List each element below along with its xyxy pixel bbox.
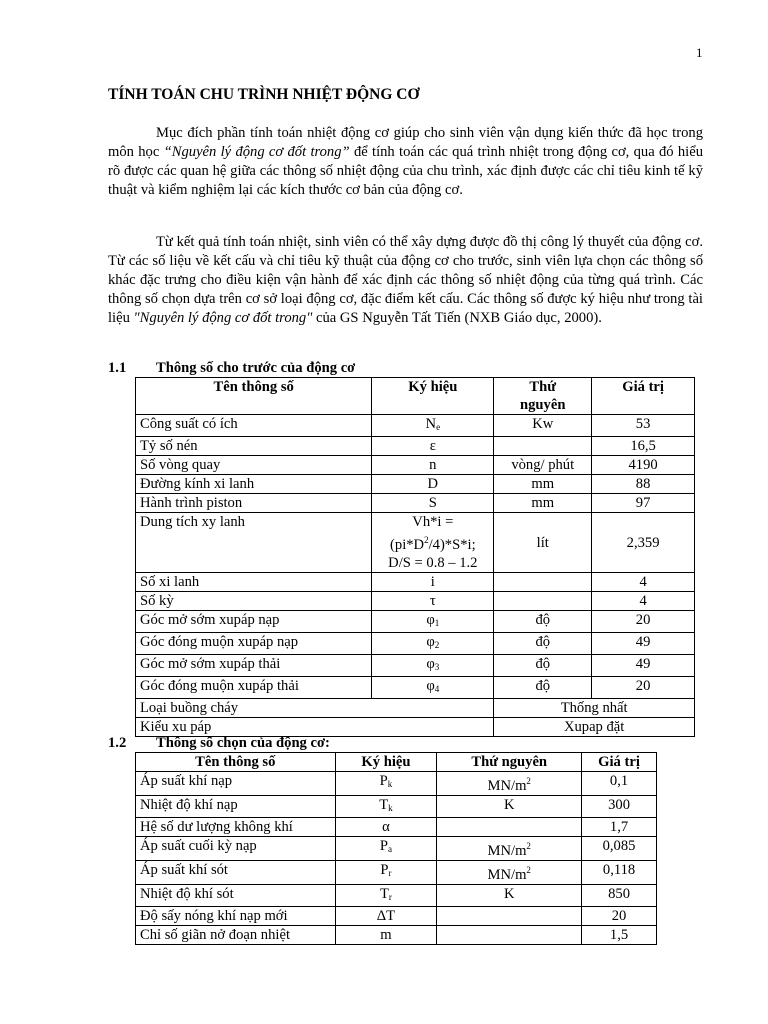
param-unit [494,437,592,456]
param-unit [494,611,592,633]
section-heading-given-params [108,360,355,377]
param-name: Dung tích xy lanh [136,513,372,573]
param-value: 0,085 [582,837,657,861]
symbol-text: P [379,838,388,854]
table-row [136,437,695,456]
param-name: Tỷ số nén [136,437,372,456]
unit-text: Kw [532,416,554,432]
table-row [136,907,657,926]
unit-superscript: 2 [526,776,531,786]
symbol-text: i [430,574,435,590]
unit-superscript: 2 [526,841,531,851]
param-value: 97 [592,494,695,513]
header-unit [494,378,592,415]
param-unit [494,677,592,699]
table-row [136,513,695,573]
symbol-text: ε [429,438,436,454]
table-row [136,475,695,494]
param-unit [437,818,582,837]
header-unit-text: Thứ nguyên [520,379,566,413]
unit-text: độ [535,678,551,694]
symbol-text: φ [426,656,435,672]
param-symbol [335,772,437,796]
param-symbol [372,494,494,513]
table-row [136,818,657,837]
symbol-subscript: 1 [434,618,440,628]
param-symbol [372,677,494,699]
table-row [136,633,695,655]
table-row [136,718,695,737]
unit-text: MN/m [487,778,527,794]
table-row [136,837,657,861]
param-value: 4 [592,573,695,592]
param-value: Xupap đặt [494,718,695,737]
symbol-text: T [379,886,389,902]
param-value: 4 [592,592,695,611]
header-symbol: Ký hiệu [335,753,437,772]
table-row [136,699,695,718]
param-value: Thống nhất [494,699,695,718]
given-params-table [135,377,695,737]
param-name: Góc mở sớm xupáp thải [136,655,372,677]
unit-text: K [503,797,515,813]
unit-text: độ [535,612,551,628]
symbol-text: m [380,927,392,943]
param-value: 88 [592,475,695,494]
param-symbol [372,655,494,677]
param-value: 850 [582,885,657,907]
param-name: Nhiệt độ khí sót [136,885,336,907]
symbol-text: T [379,797,389,813]
symbol-text: N [425,416,437,432]
method-paragraph [108,233,703,328]
table-row [136,494,695,513]
param-unit [437,796,582,818]
param-value: 20 [592,677,695,699]
param-unit [437,926,582,945]
param-symbol [335,837,437,861]
symbol-subscript: 3 [434,662,440,672]
param-symbol [335,796,437,818]
page-number: 1 [696,45,703,60]
table-row [136,611,695,633]
param-value: 49 [592,655,695,677]
param-symbol [372,456,494,475]
formula-part: (pi*D [390,537,425,553]
param-value: 2,359 [592,513,695,573]
param-unit [437,772,582,796]
unit-text: vòng/ phút [511,457,575,473]
param-name: Số vòng quay [136,456,372,475]
symbol-subscript: k [388,803,393,813]
table-row [136,573,695,592]
param-value: 4190 [592,456,695,475]
symbol-subscript: r [388,892,392,902]
symbol-text: φ [426,678,435,694]
param-symbol [372,415,494,437]
table-header-row [136,378,695,415]
symbol-text: φ [426,634,435,650]
param-symbol [335,885,437,907]
param-name: Góc mở sớm xupáp nạp [136,611,372,633]
param-unit [437,861,582,885]
paragraph-text: của GS Nguyễn Tất Tiến (NXB Giáo dục, 2000). [312,310,602,326]
unit-text: MN/m [487,843,527,859]
unit-text: MN/m [487,867,527,883]
header-value: Giá trị [592,378,695,415]
symbol-subscript: a [388,844,392,854]
book-title-italic: "Nguyên lý động cơ đốt trong" [133,310,313,326]
symbol-subscript: k [387,779,393,789]
param-unit [437,885,582,907]
unit-text: độ [535,656,551,672]
table-row [136,926,657,945]
table-row [136,885,657,907]
header-name: Tên thông số [136,753,336,772]
param-unit [494,655,592,677]
symbol-text: P [380,862,389,878]
section-title: Thông số cho trước của động cơ [156,360,356,376]
document-title: TÍNH TOÁN CHU TRÌNH NHIỆT ĐỘNG CƠ [108,86,420,103]
symbol-text: ΔT [376,908,396,924]
table-row [136,772,657,796]
symbol-text: D [427,476,439,492]
param-symbol [335,926,437,945]
param-name: Số kỳ [136,592,372,611]
param-name: Đường kính xi lanh [136,475,372,494]
section-title: Thông số chọn của động cơ: [156,735,330,751]
paragraph-text: Mục đích phần tính toán nhiệt động cơ giúp cho sinh viên vận dụng kiến thức đã học trong môn học [108,125,703,160]
param-name: Hành trình piston [136,494,372,513]
param-value: 300 [582,796,657,818]
unit-text: K [503,886,515,902]
unit-text: mm [531,476,555,492]
param-unit [494,494,592,513]
param-symbol [372,592,494,611]
param-unit [494,456,592,475]
param-name: Góc đóng muộn xupáp nạp [136,633,372,655]
symbol-subscript: e [436,422,441,432]
paragraph-text: Từ kết quả tính toán nhiệt, sinh viên có thể xây dựng được đồ thị công lý thuyết của động cơ. Từ các số liệu về kết cấu và chỉ tiêu kỹ thuật của động cơ cho trước, sinh viên lựa chọn các thông số khác đặc trưng cho điều kiện vận hành để xác định các thông số nhiệt động của từng quá trình. Các thông số chọn dựa trên cơ sở loại động cơ, đặc điểm kết cấu. Các thông số được ký hiệu như trong tài liệu [108,234,703,326]
chosen-params-table [135,752,657,945]
symbol-text: α [382,819,390,835]
param-unit [494,592,592,611]
param-unit [494,573,592,592]
formula-superscript: 2 [424,535,429,545]
param-name: Áp suất khí nạp [136,772,336,796]
table-row [136,456,695,475]
table-row [136,592,695,611]
param-value: 0,1 [582,772,657,796]
param-name: Góc đóng muộn xupáp thải [136,677,372,699]
param-unit [494,415,592,437]
param-symbol [372,633,494,655]
paragraph-text: để tính toán các quá trình nhiệt trong động cơ, qua đó hiểu rõ được các quan hệ giữa các thông số nhiệt động của chu trình, xác định được các chỉ tiêu kinh tế kỹ thuật và kiểm nghiệm lại các kích thước cơ bản của động cơ. [108,144,704,198]
param-value: 53 [592,415,695,437]
param-unit [494,633,592,655]
param-symbol [372,513,494,573]
param-name: Số xi lanh [136,573,372,592]
formula-line: D/S = 0.8 – 1.2 [388,555,478,571]
header-value: Giá trị [582,753,657,772]
symbol-subscript: 2 [434,640,440,650]
formula-part: /4)*S*i; [428,537,476,553]
intro-paragraph [108,124,703,200]
param-symbol [372,611,494,633]
header-unit: Thứ nguyên [437,753,582,772]
symbol-text: n [429,457,437,473]
param-name: Độ sấy nóng khí nạp mới [136,907,336,926]
param-unit [437,837,582,861]
symbol-text: S [428,495,437,511]
header-name: Tên thông số [136,378,372,415]
param-unit: lít [494,513,592,573]
param-value: 1,7 [582,818,657,837]
param-symbol [372,475,494,494]
param-symbol [335,818,437,837]
symbol-subscript: r [388,868,392,878]
symbol-text: τ [429,593,436,609]
param-value: 20 [582,907,657,926]
param-symbol [335,861,437,885]
section-number: 1.1 [108,360,127,376]
symbol-text: φ [426,612,435,628]
header-symbol: Ký hiệu [372,378,494,415]
formula-line: Vh*i = [412,514,454,530]
book-title-italic: “Nguyên lý động cơ đốt trong” [163,144,350,160]
param-name: Chỉ số giãn nở đoạn nhiệt [136,926,336,945]
param-value: 1,5 [582,926,657,945]
param-name: Nhiệt độ khí nạp [136,796,336,818]
param-name: Áp suất cuối kỳ nạp [136,837,336,861]
symbol-subscript: 4 [434,684,440,694]
table-row [136,796,657,818]
param-name: Công suất có ích [136,415,372,437]
table-row [136,677,695,699]
symbol-text: P [379,773,388,789]
param-symbol [372,573,494,592]
unit-superscript: 2 [526,865,531,875]
param-name: Loại buồng cháy [136,699,494,718]
param-value: 0,118 [582,861,657,885]
unit-text: mm [531,495,555,511]
unit-text: độ [535,634,551,650]
table-row [136,655,695,677]
param-symbol [335,907,437,926]
param-value: 49 [592,633,695,655]
param-name: Kiểu xu páp [136,718,494,737]
table-row [136,415,695,437]
section-heading-chosen-params [108,735,330,752]
formula-line [376,531,489,554]
param-unit [437,907,582,926]
param-value: 16,5 [592,437,695,456]
param-name: Hệ số dư lượng không khí [136,818,336,837]
table-row [136,861,657,885]
param-value: 20 [592,611,695,633]
param-name: Áp suất khí sót [136,861,336,885]
param-unit [494,475,592,494]
section-number: 1.2 [108,735,127,751]
param-symbol [372,437,494,456]
table-header-row [136,753,657,772]
